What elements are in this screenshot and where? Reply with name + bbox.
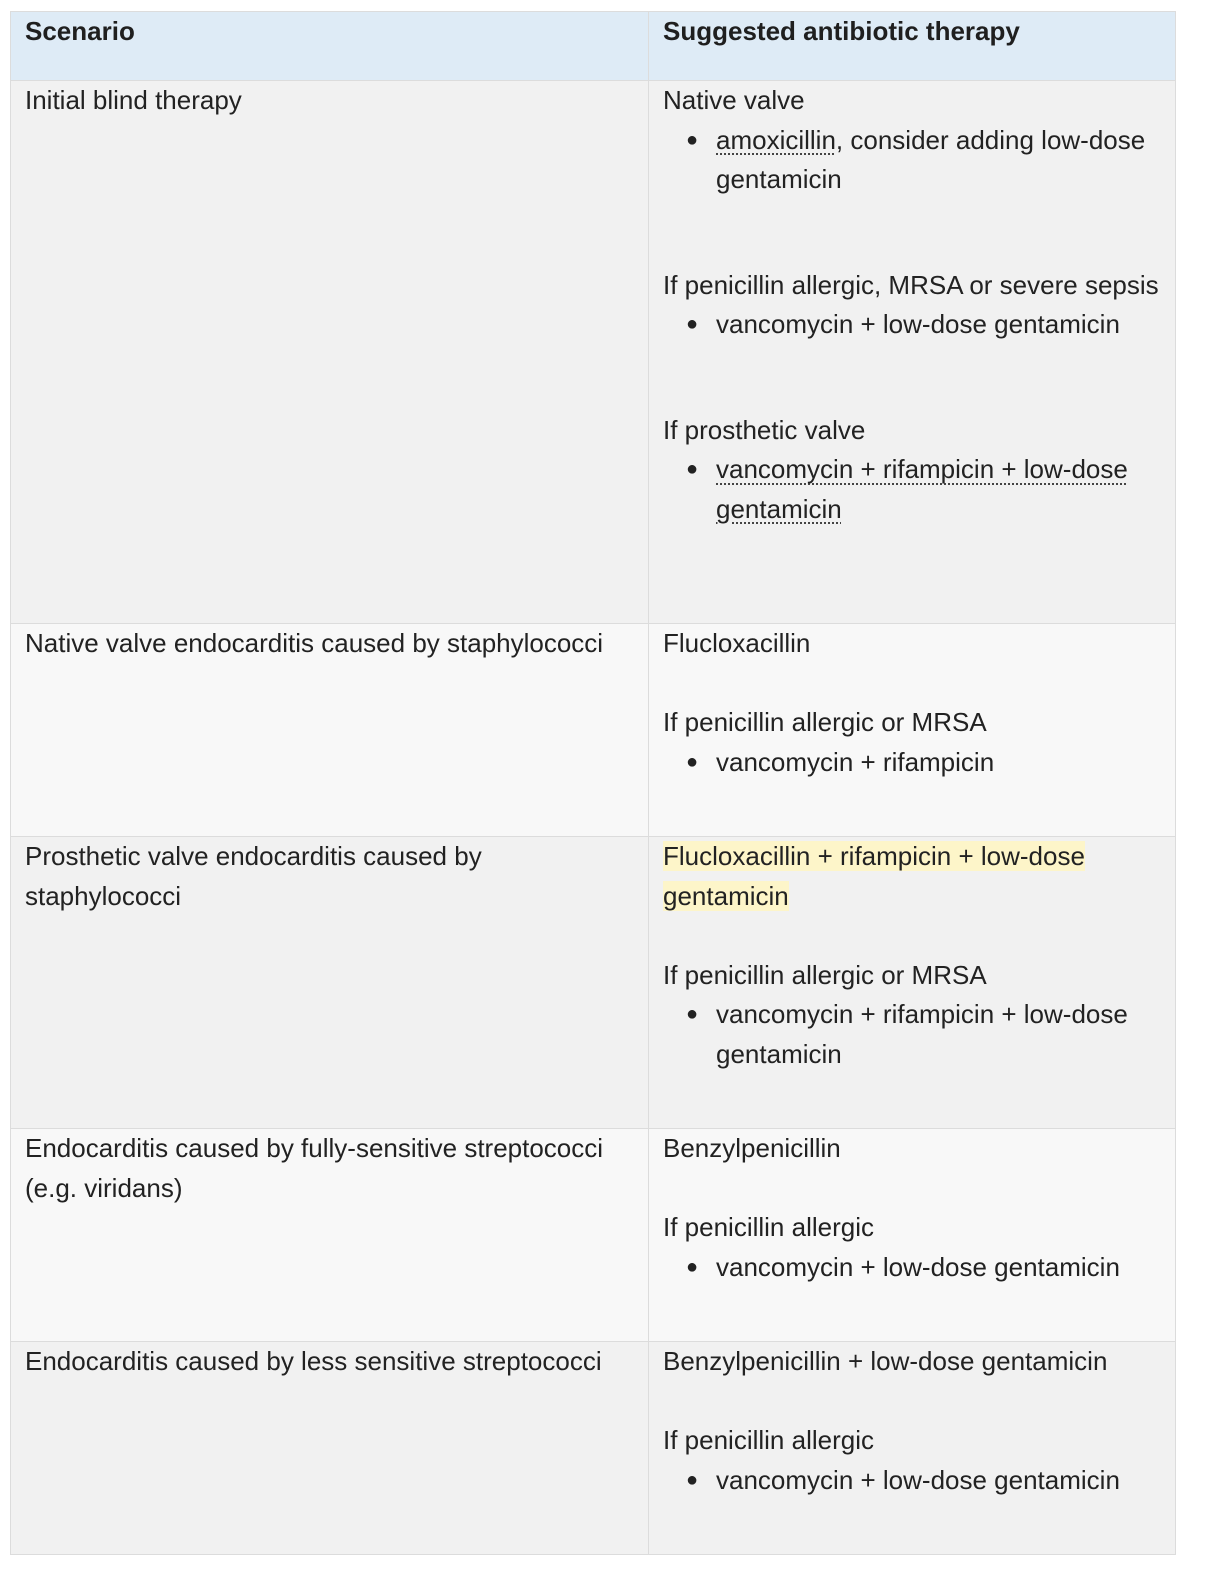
alternative-heading: If penicillin allergic or MRSA [663,707,987,737]
therapy-cell [649,1342,1176,1555]
antibiotic-therapy-table [10,11,1176,1555]
scenario-cell [11,1129,649,1342]
bullet-icon: ● [686,1468,699,1491]
scenario-cell [11,624,649,837]
header-therapy: Suggested antibiotic therapy [649,12,1176,81]
drug-list [663,1461,1161,1501]
drug-note: , consider adding low-dose gentamicin [716,124,1146,194]
table-row [11,1342,1176,1555]
table-row [11,837,1176,1129]
scenario-cell [11,837,649,1129]
list-item [686,995,1161,1074]
prosthetic-regimen-link[interactable]: vancomycin + rifampicin + low-dose gentamicin [716,454,1128,524]
therapy-cell [649,837,1176,1129]
scenario-text: Prosthetic valve endocarditis caused by staphylococci [25,841,482,911]
drug-list [663,1248,1161,1288]
drug-list [663,743,1161,783]
drug-list [663,305,1161,345]
drug-list [663,995,1161,1074]
drug-text: vancomycin + low-dose gentamicin [716,1464,1120,1495]
drug-text: vancomycin + low-dose gentamicin [716,1251,1120,1282]
table-header-row [11,12,1176,81]
highlighted-therapy: Flucloxacillin + rifampicin + low-dose gentamicin [663,841,1085,911]
native-valve-heading: Native valve [663,85,805,115]
table-row [11,1129,1176,1342]
list-item [686,1248,1161,1288]
table-row [11,624,1176,837]
list-item [686,1461,1161,1501]
alternative-heading: If penicillin allergic [663,1212,874,1242]
alternative-heading: If penicillin allergic or MRSA [663,959,987,990]
scenario-text: Native valve endocarditis caused by staphylococci [25,628,604,658]
bullet-icon: ● [686,128,699,151]
list-item [686,450,1161,529]
drug-text: vancomycin + low-dose gentamicin [716,309,1120,339]
therapy-cell [649,81,1176,624]
main-therapy: Flucloxacillin [663,628,811,658]
drug-list [663,121,1161,200]
bullet-icon: ● [686,313,699,335]
list-item [686,743,1161,783]
drug-text: vancomycin + rifampicin + low-dose gentamicin [716,999,1128,1069]
scenario-text: Endocarditis caused by less sensitive streptococci [25,1346,602,1376]
main-therapy: Benzylpenicillin + low-dose gentamicin [663,1346,1108,1376]
header-scenario: Scenario [11,12,649,81]
bullet-icon: ● [686,750,699,773]
prosthetic-heading: If prosthetic valve [663,414,866,445]
main-therapy: Benzylpenicillin [663,1133,841,1163]
list-item [686,121,1161,200]
therapy-cell [649,1129,1176,1342]
therapy-cell [649,624,1176,837]
main-therapy [663,837,1161,916]
bullet-icon: ● [686,1255,699,1278]
list-item [686,305,1161,345]
scenario-text: Initial blind therapy [25,85,242,115]
table-row [11,81,1176,624]
alternative-heading: If penicillin allergic [663,1425,874,1455]
drug-text: vancomycin + rifampicin [716,746,995,777]
scenario-cell [11,1342,649,1555]
allergy-heading: If penicillin allergic, MRSA or severe sepsis [663,269,1159,300]
scenario-text: Endocarditis caused by fully-sensitive streptococci (e.g. viridans) [25,1133,604,1203]
bullet-icon: ● [686,1003,699,1025]
scenario-cell [11,81,649,624]
amoxicillin-link[interactable]: amoxicillin [716,124,836,155]
drug-list [663,450,1161,529]
bullet-icon: ● [686,458,699,480]
